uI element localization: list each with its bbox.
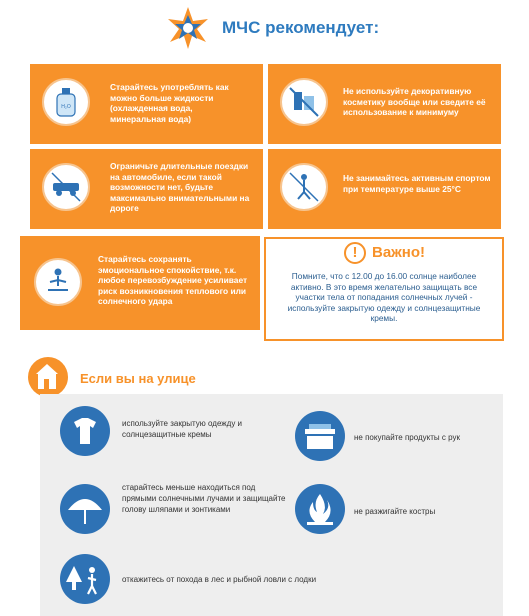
clothes-icon (60, 406, 110, 456)
page-title: МЧС рекомендует: (222, 18, 380, 37)
campfire-icon (295, 484, 345, 534)
umbrella-icon (60, 484, 110, 534)
bottle-label: H₂O (61, 104, 71, 110)
sport-icon (280, 163, 328, 211)
street-section-title: Если вы на улице (80, 371, 196, 386)
car-trip-icon (42, 163, 90, 211)
tip-card-water (30, 64, 263, 144)
street-tip-text: используйте закрытую одежду и солнцезащитные кремы (122, 419, 243, 439)
tip-text: Не занимайтесь активным спортом при температуре выше 25°С (343, 173, 491, 194)
street-house-icon (26, 355, 70, 399)
forest-hike-icon (60, 554, 110, 604)
street-tips-panel (40, 394, 503, 616)
cosmetics-icon (280, 78, 328, 126)
street-tip-text: не разжигайте костры (354, 507, 436, 516)
street-tip-text: откажитесь от похода в лес и рыбной ловли с лодки (122, 575, 317, 584)
important-title: Важно! (372, 244, 426, 261)
tip-text: Старайтесь сохранять эмоциональное спокойствие, т.к. любое перевозбуждение усиливает риск возникновения теплового или солнечного удара (98, 254, 248, 306)
important-text: Помните, что с 12.00 до 16.00 солнце наиболее активно. В это время желательно защищать все участки тела от попадания солнечных лучей - используйте закрытую одежду и солнцезащитные кремы. (287, 271, 481, 323)
street-tip-text: старайтесь меньше находиться под прямыми солнечными лучами и защищайте голову шляпами и зонтиками (122, 483, 286, 514)
tip-card-car (30, 149, 263, 229)
tip-text: Не используйте декоративную косметику вообще или сведите её использование к минимуму (343, 86, 486, 117)
tip-text: Ограничьте длительные поездки на автомобиле, если такой возможности нет, будьте максимально внимательными на дороге (110, 161, 250, 213)
water-bottle-icon (42, 78, 90, 126)
tip-card-calm (20, 236, 260, 330)
important-box (264, 239, 504, 341)
warning-icon: ! (344, 242, 366, 264)
tip-card-cosmetics (268, 64, 501, 144)
tip-text: Старайтесь употреблять как можно больше жидкости (охлажденная вода, минеральная вода) (110, 82, 229, 124)
meditation-icon (34, 258, 82, 306)
street-tip-text: не покупайте продукты с рук (354, 433, 460, 442)
mchs-logo-icon (166, 6, 210, 50)
market-stall-icon (295, 411, 345, 461)
tip-card-sport (268, 149, 501, 229)
